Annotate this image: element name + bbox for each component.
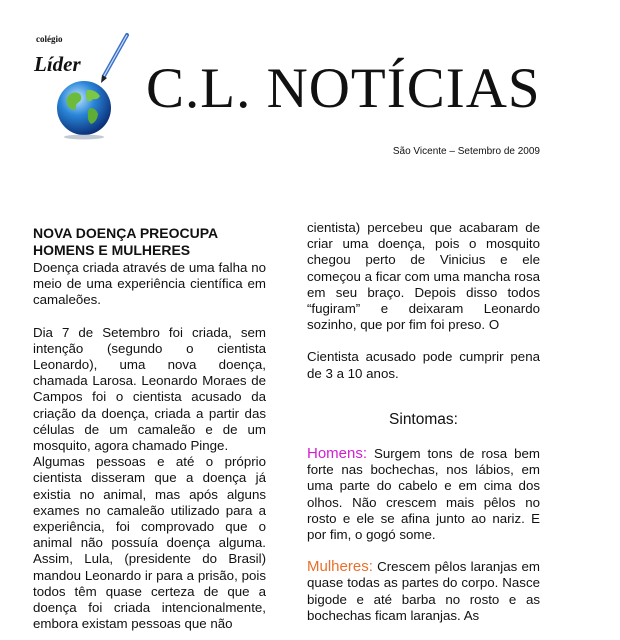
- newspaper-title: C.L. NOTÍCIAS: [146, 57, 541, 120]
- men-label: Homens:: [307, 445, 368, 463]
- symptoms-women: [307, 559, 540, 624]
- article-paragraph-4: Cientista acusado pode cumprir pena de 3 a 10 anos.: [307, 349, 540, 381]
- globe-icon: [54, 78, 114, 140]
- article-paragraph-1: Dia 7 de Setembro foi criada, sem intenção (segundo o cientista Leonardo), uma nova doença, chamada Larosa. Leonardo Moraes de Campos foi o cientista acusado da criação da doença, criada a partir das células de um camaleão e de um mosquito, agora chamado Pinge.: [33, 324, 266, 454]
- article-paragraph-2: Algumas pessoas e até o próprio cientista disseram que a doença já existia no animal, mas após alguns exames no camaleão utilizado para a experiência, foi comprovado que o animal não possuía doença alguma. Assim, Lula, (presidente do Brasil) mandou Leonardo ir para a prisão, pois todos têm quase certeza de que a doença foi criada intencionalmente, embora existam pessoas que não: [33, 454, 266, 632]
- school-logo: [30, 32, 135, 144]
- article-paragraph-3: cientista) percebeu que acabaram de criar uma doença, pois o mosquito chegou perto de Vinicius e ele começou a ficar com uma mancha rosa em seu braço. Depois disso todos “fugiram” e deixaram Leonardo sozinho, que por fim foi preso. O: [307, 220, 540, 333]
- right-column: [307, 220, 540, 640]
- women-text: Crescem pêlos laranjas em quase todas as partes do corpo. Nasce bigode e até barba no rosto e as bochechas ficam laranjas. As: [307, 559, 540, 623]
- logo-name: Líder: [34, 52, 81, 76]
- men-text: Surgem tons de rosa bem forte nas bochechas, nos lábios, em uma parte do cabelo e em cima dos olhos. Não crescem mais pêlos no rosto e ele se afina junto ao nariz. E por fim, o gogó some.: [307, 446, 540, 543]
- symptoms-men: [307, 446, 540, 543]
- dateline: São Vicente – Setembro de 2009: [392, 146, 540, 157]
- left-column: [33, 225, 266, 632]
- logo-school-label: colégio: [36, 34, 63, 44]
- article-headline: NOVA DOENÇA PREOCUPA HOMENS E MULHERES: [33, 225, 218, 258]
- symptoms-heading: Sintomas:: [389, 410, 458, 428]
- article-lead: Doença criada através de uma falha no meio de uma experiência científica em camaleões.: [33, 260, 266, 308]
- women-label: Mulheres:: [307, 558, 373, 576]
- pen-icon: [98, 32, 132, 84]
